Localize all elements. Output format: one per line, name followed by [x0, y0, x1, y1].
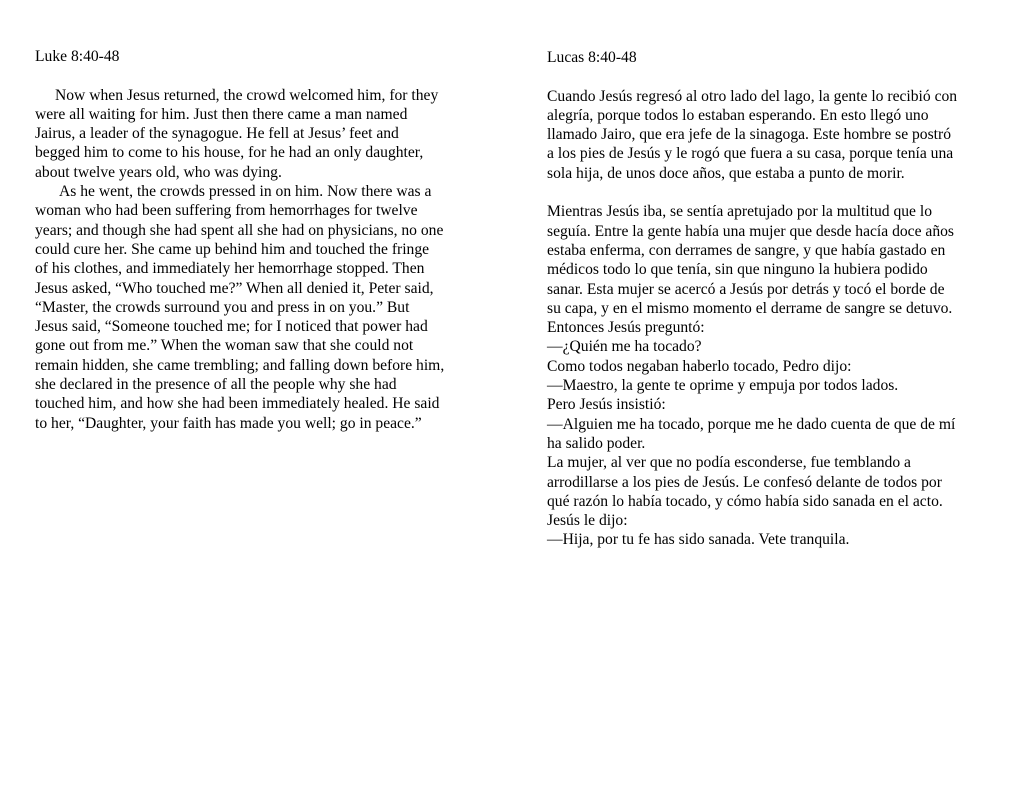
- text-line: could cure her. She came up behind him and touched the fringe: [35, 240, 430, 258]
- spanish-paragraph-1: [547, 87, 997, 183]
- text-line: about twelve years old, who was dying.: [35, 163, 282, 181]
- text-line: “Master, the crowds surround you and press in on you.” But: [35, 298, 410, 316]
- text-line: As he went, the crowds pressed in on him. Now there was a: [59, 183, 432, 201]
- text-line: woman who had been suffering from hemorrhages for twelve: [35, 202, 418, 220]
- text-line: seguía. Entre la gente había una mujer que desde hacía doce años: [547, 222, 954, 240]
- spanish-heading: Lucas 8:40-48: [547, 49, 637, 66]
- text-line: begged him to come to his house, for he had an only daughter,: [35, 144, 424, 162]
- text-line: Como todos negaban haberlo tocado, Pedro dijo:: [547, 357, 852, 375]
- text-line: ha salido poder.: [547, 434, 646, 452]
- text-line: qué razón lo había tocado, y cómo había sido sanada en el acto.: [547, 492, 943, 510]
- text-line: sola hija, de unos doce años, que estaba a punto de morir.: [547, 164, 905, 182]
- text-line: of his clothes, and immediately her hemorrhage stopped. Then: [35, 260, 425, 278]
- dialogue-line: —¿Quién me ha tocado?: [547, 338, 702, 356]
- text-line: Mientras Jesús iba, se sentía apretujado por la multitud que lo: [547, 203, 932, 221]
- english-heading: Luke 8:40-48: [35, 48, 120, 65]
- text-line: Jesus asked, “Who touched me?” When all denied it, Peter said,: [35, 279, 434, 297]
- spacer: [547, 67, 997, 86]
- text-line: were all waiting for him. Just then there came a man named: [35, 105, 408, 123]
- text-line: su capa, y en el mismo momento el derrame de sangre se detuvo.: [547, 299, 953, 317]
- spanish-paragraph-2: [547, 202, 997, 549]
- text-line: llamado Jairo, que era jefe de la sinagoga. Este hombre se postró: [547, 126, 951, 144]
- dialogue-line: —Maestro, la gente te oprime y empuja por todos lados.: [547, 377, 899, 395]
- text-line: a los pies de Jesús y le rogó que fuera a su casa, porque tenía una: [547, 145, 954, 163]
- text-line: Pero Jesús insistió:: [547, 396, 666, 414]
- text-line: she declared in the presence of all the people why she had: [35, 376, 397, 394]
- text-line: to her, “Daughter, your faith has made you well; go in peace.”: [35, 414, 422, 432]
- spanish-column: [547, 48, 997, 550]
- spacer: [547, 183, 997, 202]
- dialogue-line: —Alguien me ha tocado, porque me he dado cuenta de que de mí: [547, 415, 956, 433]
- text-line: Cuando Jesús regresó al otro lado del lago, la gente lo recibió con: [547, 87, 958, 105]
- text-line: arrodillarse a los pies de Jesús. Le confesó delante de todos por: [547, 473, 942, 491]
- english-paragraph-2: [35, 182, 485, 433]
- text-line: estaba enferma, con derrames de sangre, y que había gastado en: [547, 241, 946, 259]
- text-line: remain hidden, she came trembling; and falling down before him,: [35, 356, 445, 374]
- english-column: [35, 47, 485, 433]
- spacer: [35, 66, 485, 85]
- english-paragraph-1: [35, 86, 485, 182]
- text-line: sanar. Esta mujer se acercó a Jesús por detrás y tocó el borde de: [547, 280, 945, 298]
- text-line: Jairus, a leader of the synagogue. He fell at Jesus’ feet and: [35, 125, 399, 143]
- text-line: Jesús le dijo:: [547, 512, 628, 530]
- text-line: Now when Jesus returned, the crowd welcomed him, for they: [55, 86, 439, 104]
- dialogue-line: —Hija, por tu fe has sido sanada. Vete tranquila.: [547, 531, 850, 549]
- text-line: Entonces Jesús preguntó:: [547, 319, 705, 337]
- text-line: alegría, porque todos lo estaban esperando. En esto llegó uno: [547, 106, 929, 124]
- text-line: Jesus said, “Someone touched me; for I noticed that power had: [35, 318, 428, 336]
- text-line: touched him, and how she had been immediately healed. He said: [35, 395, 440, 413]
- text-line: La mujer, al ver que no podía esconderse, fue temblando a: [547, 454, 911, 472]
- text-line: years; and though she had spent all she had on physicians, no one: [35, 221, 444, 239]
- text-line: gone out from me.” When the woman saw that she could not: [35, 337, 414, 355]
- text-line: médicos todo lo que tenía, sin que ninguno la hubiera podido: [547, 261, 928, 279]
